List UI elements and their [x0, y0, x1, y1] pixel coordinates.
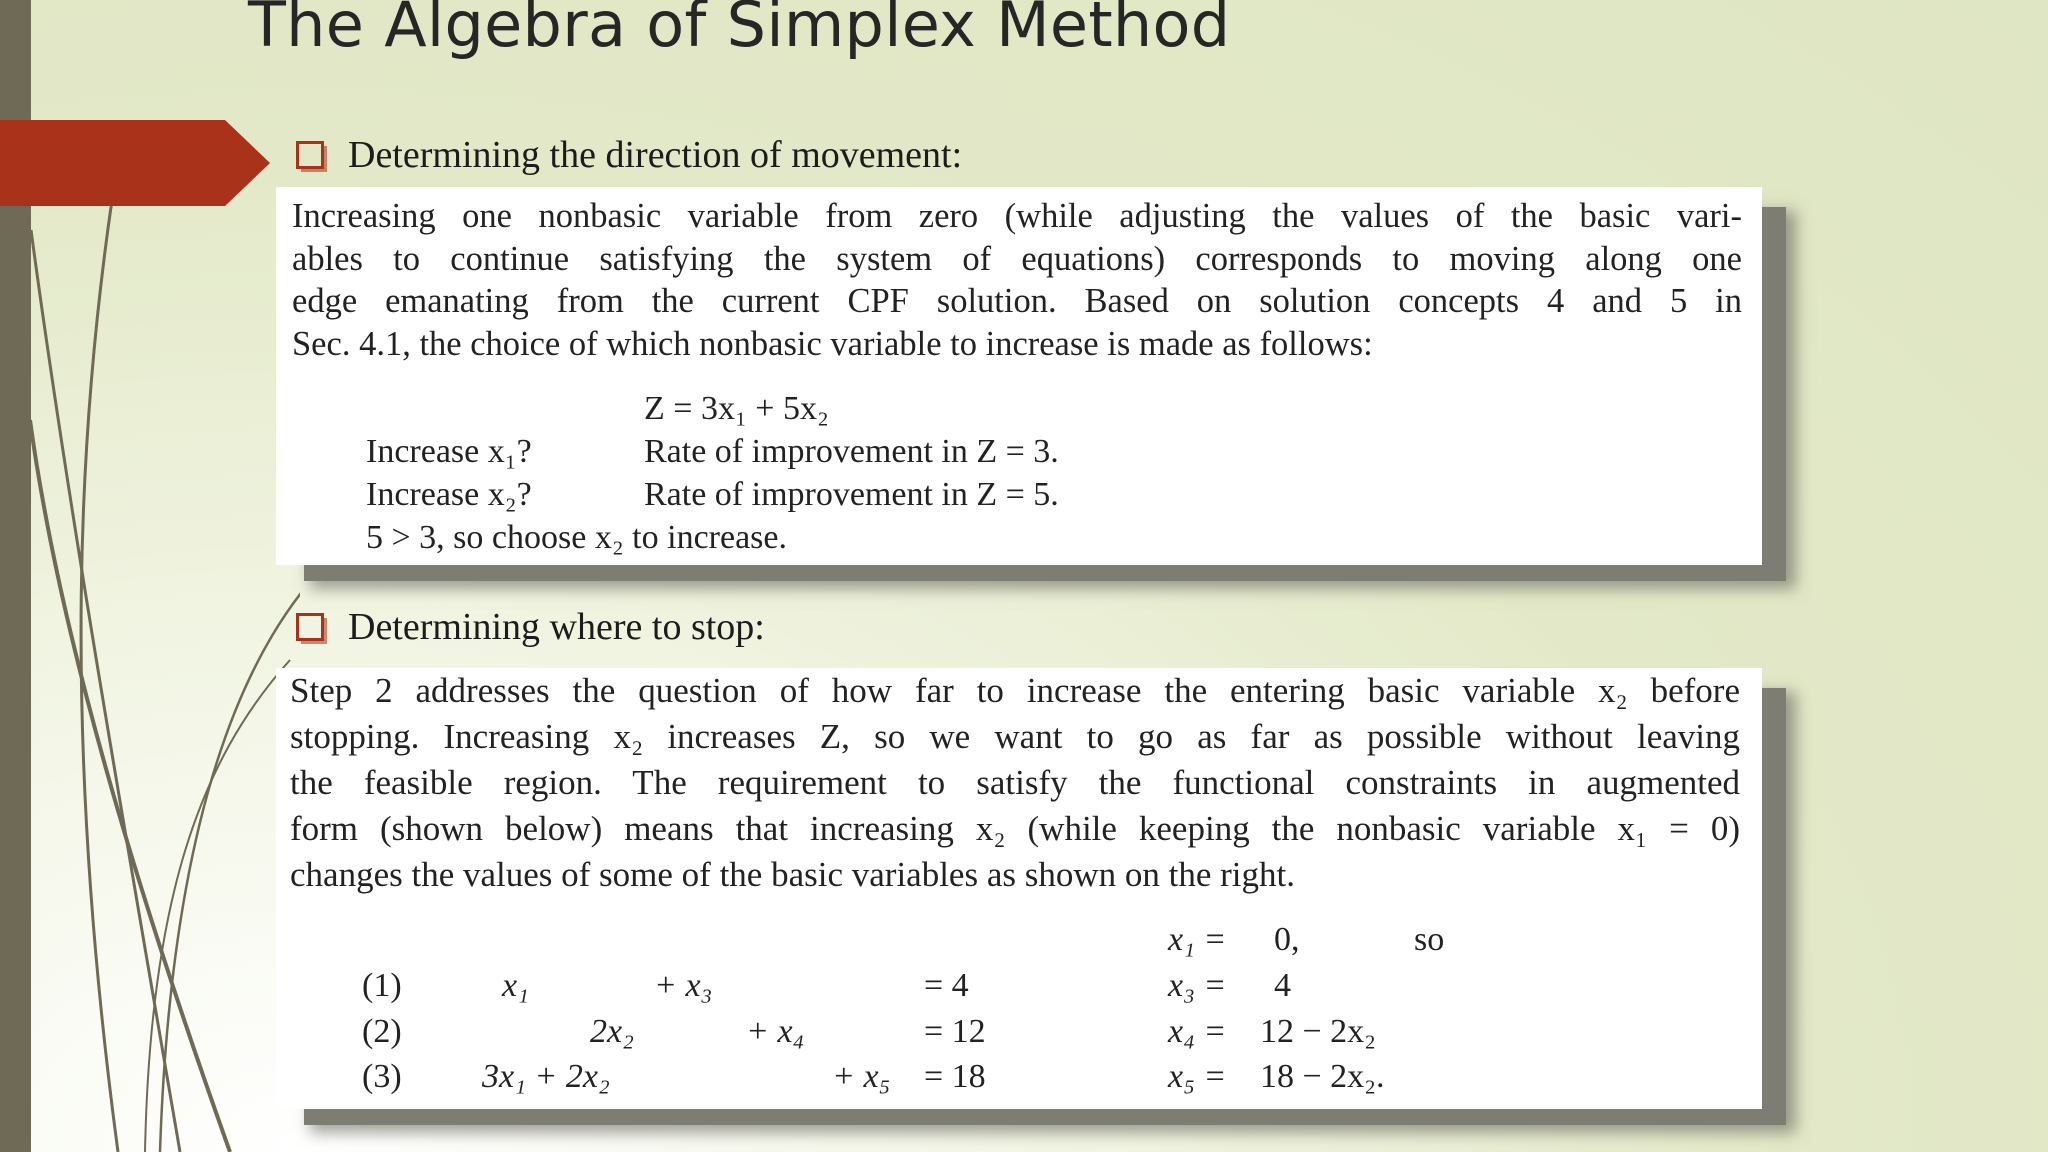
paragraph-line: the feasible region. The requirement to satisfy the functional constraints in augmented: [290, 763, 1740, 802]
paragraph-line: ables to continue satisfying the system of equations) corresponds to moving along one: [292, 239, 1742, 278]
red-arrow-banner: [0, 120, 270, 206]
increase-x2-rate: Rate of improvement in Z = 5.: [644, 476, 1059, 513]
paragraph-line: stopping. Increasing x₂ increases Z, so we want to go as far as possible without leaving: [290, 717, 1740, 756]
slide-title: The Algebra of Simplex Method: [248, 0, 1231, 61]
result-lhs: x₃ =: [1168, 967, 1227, 1004]
equation-number: (1): [362, 967, 402, 1004]
choice-conclusion: 5 > 3, so choose x₂ to increase.: [366, 519, 787, 556]
paragraph-line: edge emanating from the current CPF solution. Based on solution concepts 4 and 5 in: [292, 282, 1742, 320]
increase-x1-rate: Rate of improvement in Z = 3.: [644, 433, 1059, 470]
stop-paragraph: [290, 668, 1740, 898]
result-lhs: x₅ =: [1168, 1058, 1227, 1095]
equation-term: + x₃: [654, 967, 713, 1004]
result-note: so: [1414, 921, 1445, 958]
objective-function: Z = 3x₁ + 5x₂: [644, 390, 829, 427]
equation-number: (2): [362, 1013, 402, 1050]
direction-textbox: [276, 187, 1762, 565]
section1-heading: Determining the direction of movement:: [348, 134, 963, 176]
checkbox-bullet-icon: [296, 141, 324, 169]
paragraph-line: form (shown below) means that increasing x₂ (while keeping the nonbasic variable x₁ = 0): [290, 809, 1740, 848]
paragraph-line: Step 2 addresses the question of how far to increase the entering basic variable x₂ before: [290, 671, 1740, 710]
result-rhs: 18 − 2x₂.: [1260, 1058, 1385, 1095]
paragraph-line: Sec. 4.1, the choice of which nonbasic variable to increase is made as follows:: [292, 324, 1373, 363]
result-rhs: 12 − 2x₂: [1260, 1013, 1377, 1050]
paragraph-line: Increasing one nonbasic variable from zero (while adjusting the values of the basic vari-: [292, 197, 1742, 235]
equation-rhs: = 18: [924, 1058, 986, 1095]
equation-term: 2x₂: [590, 1013, 634, 1050]
bullet-direction: [296, 133, 962, 177]
increase-x1-question: Increase x₁?: [366, 433, 532, 470]
equation-number: (3): [362, 1058, 402, 1095]
equation-term: x₁: [502, 967, 529, 1004]
equation-term: + x₄: [746, 1013, 805, 1050]
stop-textbox: [276, 668, 1762, 1109]
paragraph-line: changes the values of some of the basic variables as shown on the right.: [290, 855, 1296, 894]
bullet-stop: [296, 605, 765, 649]
result-rhs: 0,: [1274, 921, 1300, 958]
increase-x2-question: Increase x₂?: [366, 476, 532, 513]
result-lhs: x₁ =: [1168, 921, 1227, 958]
equation-rhs: = 12: [924, 1013, 986, 1050]
result-lhs: x₄ =: [1168, 1013, 1227, 1050]
equation-term: + x₅: [832, 1058, 891, 1095]
direction-paragraph: [292, 195, 1742, 365]
equation-rhs: = 4: [924, 967, 969, 1004]
section2-heading: Determining where to stop:: [348, 606, 765, 648]
checkbox-bullet-icon: [296, 613, 324, 641]
equation-term: 3x₁ + 2x₂: [482, 1058, 610, 1095]
result-rhs: 4: [1274, 967, 1291, 1004]
